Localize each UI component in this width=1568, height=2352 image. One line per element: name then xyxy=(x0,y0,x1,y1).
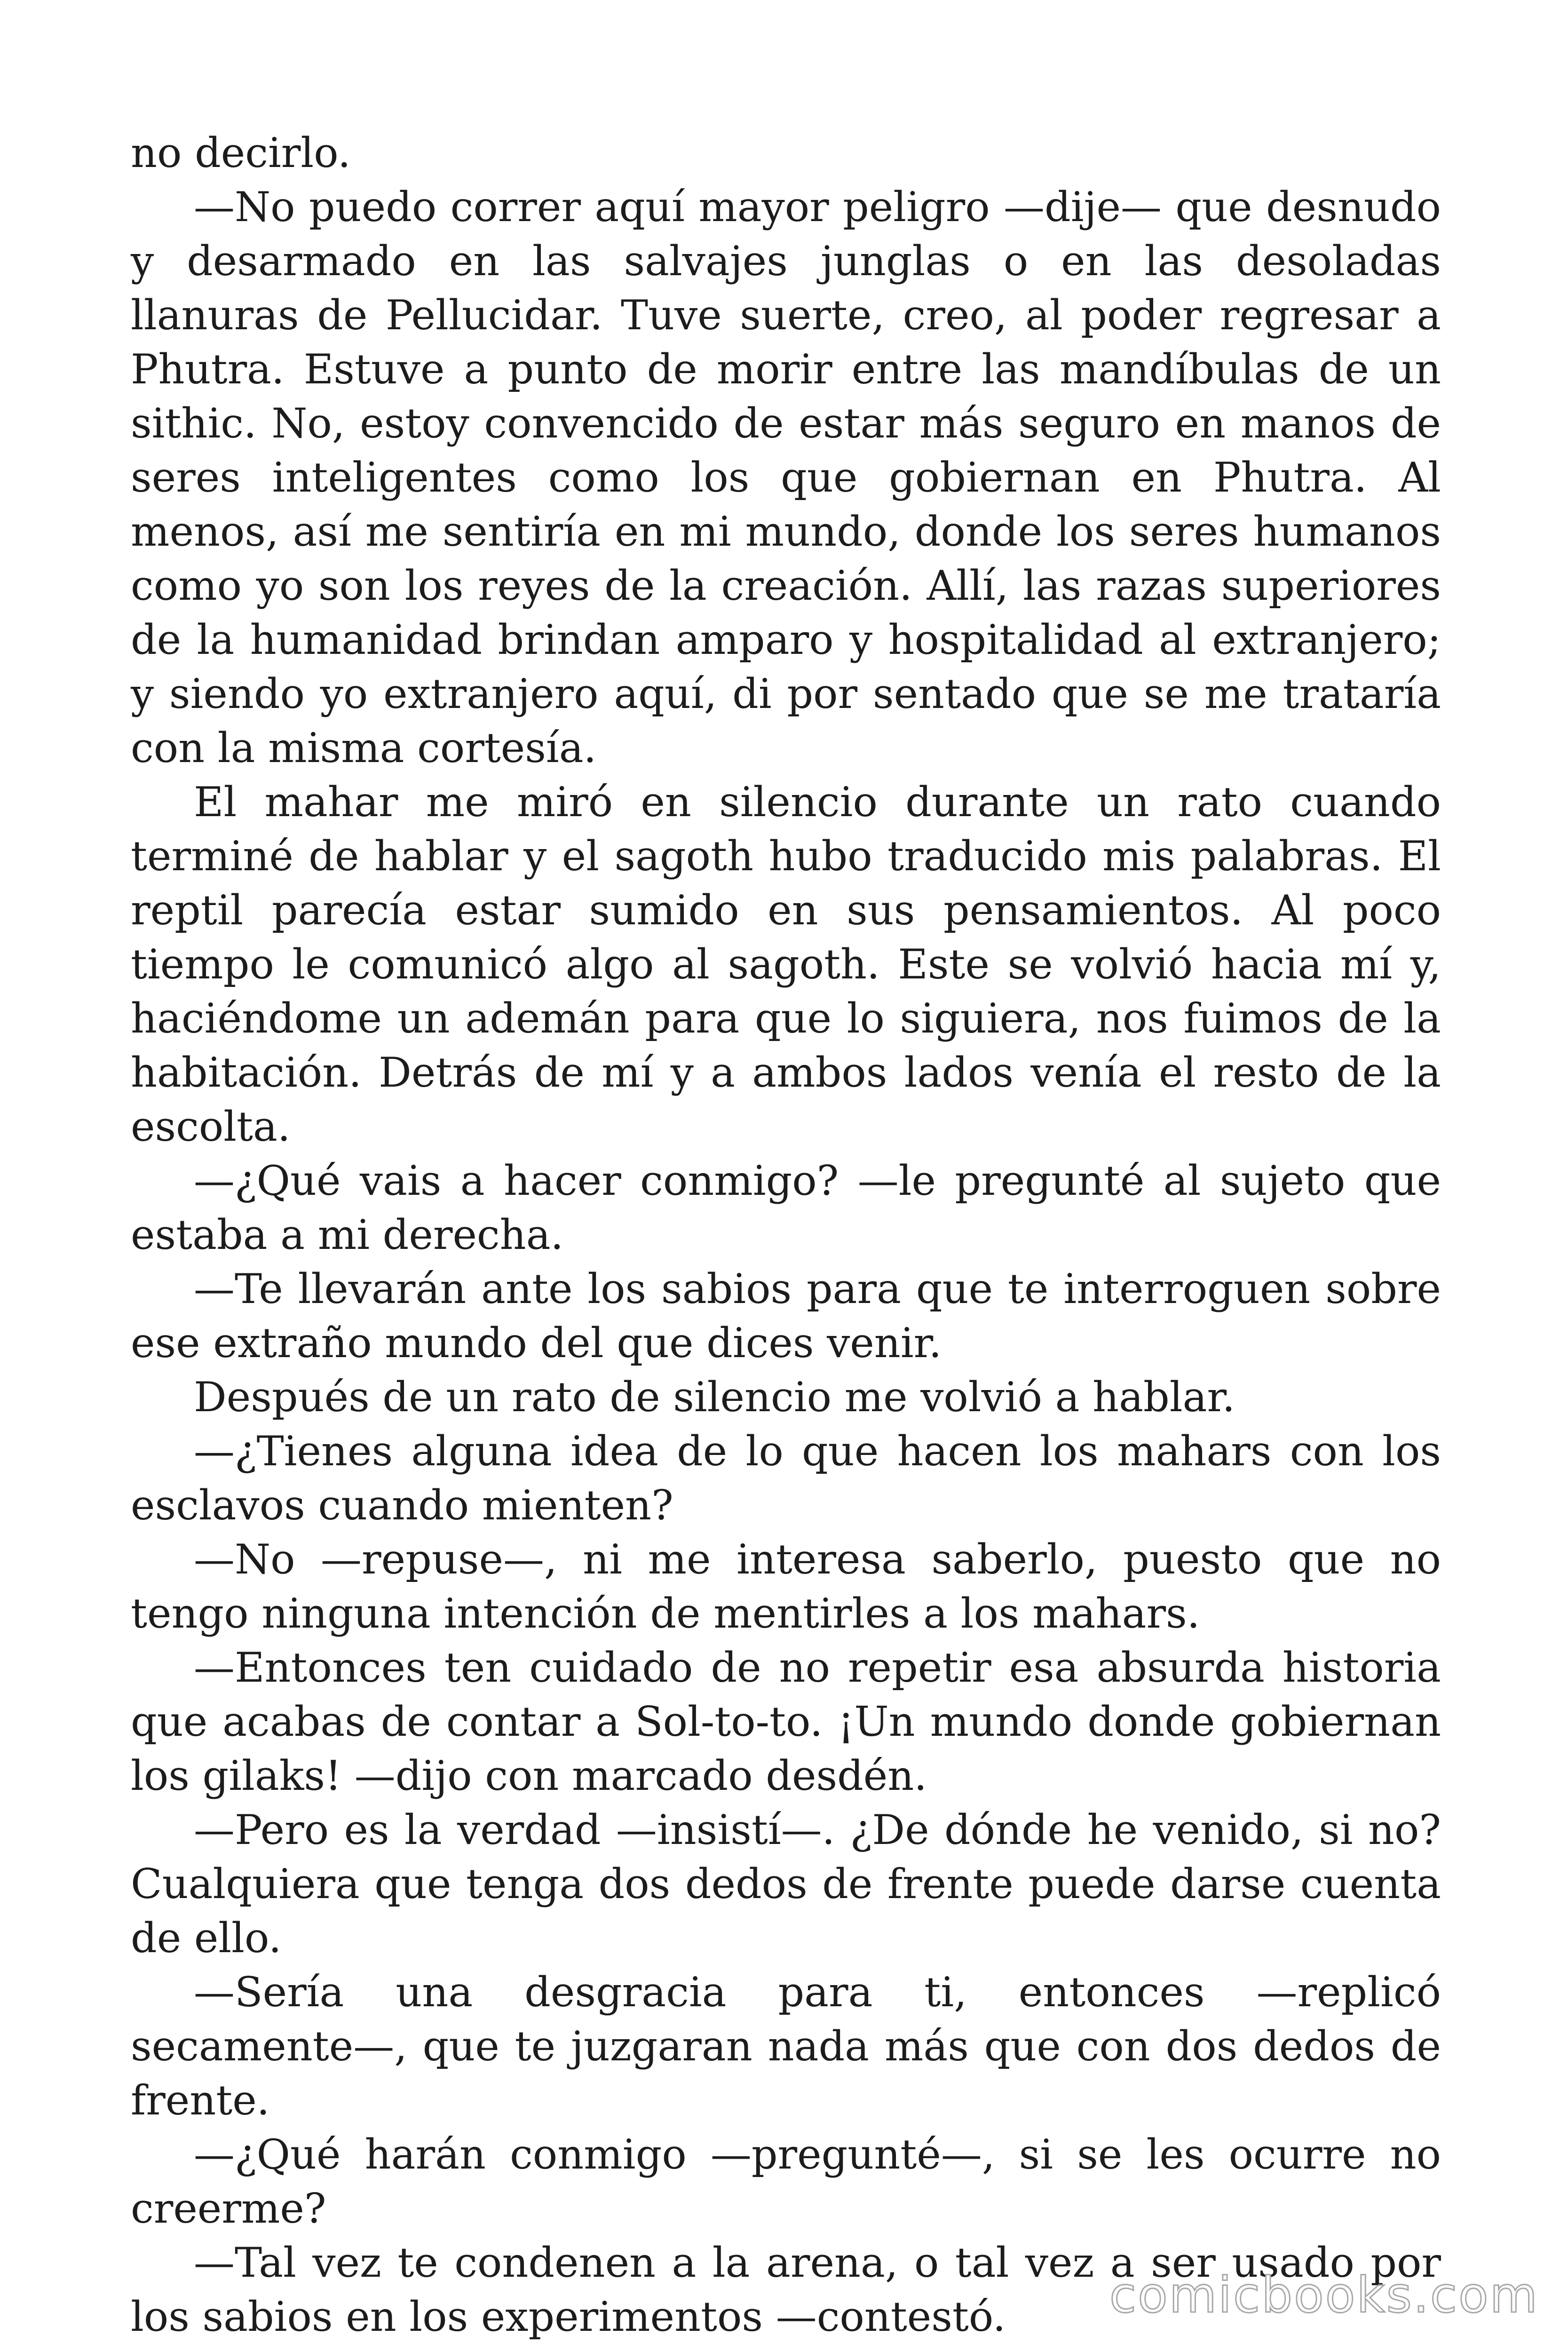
paragraph: —No puedo correr aquí mayor peligro —dije— que desnudo y desarmado en las salvajes junglas o en las desoladas llanuras de Pellucidar. Tuve suerte, creo, al poder regresar a Phutra. Estuve a punto de morir entre las mandíbulas de un sithic. No, estoy convencido de estar más seguro en manos de seres inteligentes como los que gobiernan en Phutra. Al menos, así me sentiría en mi mundo, donde los seres humanos como yo son los reyes de la creación. Allí, las razas superiores de la humanidad brindan amparo y hospitalidad al extranjero; y siendo yo extranjero aquí, di por sentado que se me trataría con la misma cortesía. xyxy=(131,183,1441,772)
paragraph: —¿Qué vais a hacer conmigo? —le pregunté al sujeto que estaba a mi derecha. xyxy=(131,1157,1441,1259)
paragraph: El mahar me miró en silencio durante un rato cuando terminé de hablar y el sagoth hubo traducido mis palabras. El reptil parecía estar sumido en sus pensamientos. Al poco tiempo le comunicó algo al sagoth. Este se volvió hacia mí y, haciéndome un ademán para que lo siguiera, nos fuimos de la habitación. Detrás de mí y a ambos lados venía el resto de la escolta. xyxy=(131,778,1441,1151)
paragraph: —No —repuse—, ni me interesa saberlo, puesto que no tengo ninguna intención de mentirles a los mahars. xyxy=(131,1535,1441,1637)
paragraph: —¿Tienes alguna idea de lo que hacen los mahars con los esclavos cuando mienten? xyxy=(131,1427,1441,1529)
paragraph: no decirlo. xyxy=(131,129,351,177)
paragraph: —Te llevarán ante los sabios para que te interroguen sobre ese extraño mundo del que dices venir. xyxy=(131,1265,1441,1367)
paragraph: —Pero es la verdad —insistí—. ¿De dónde he venido, si no? Cualquiera que tenga dos dedos de frente puede darse cuenta de ello. xyxy=(131,1806,1441,1962)
paragraph: Después de un rato de silencio me volvió a hablar. xyxy=(194,1373,1235,1421)
paragraph: —¿Qué harán conmigo —pregunté—, si se les ocurre no creerme? xyxy=(131,2130,1441,2233)
paragraph: —Sería una desgracia para ti, entonces —replicó secamente—, que te juzgaran nada más que con dos dedos de frente. xyxy=(131,1968,1441,2124)
paragraph: —Entonces ten cuidado de no repetir esa absurda historia que acabas de contar a Sol-to-to. ¡Un mundo donde gobiernan los gilaks! —dijo con marcado desdén. xyxy=(131,1644,1441,1800)
watermark: comicbooks.com xyxy=(1109,2266,1539,2324)
body-text xyxy=(131,126,1441,2344)
paragraph: —Tal vez te condenen a la arena, o tal vez a ser usado por los sabios en los experimentos —contestó. xyxy=(131,2239,1441,2341)
